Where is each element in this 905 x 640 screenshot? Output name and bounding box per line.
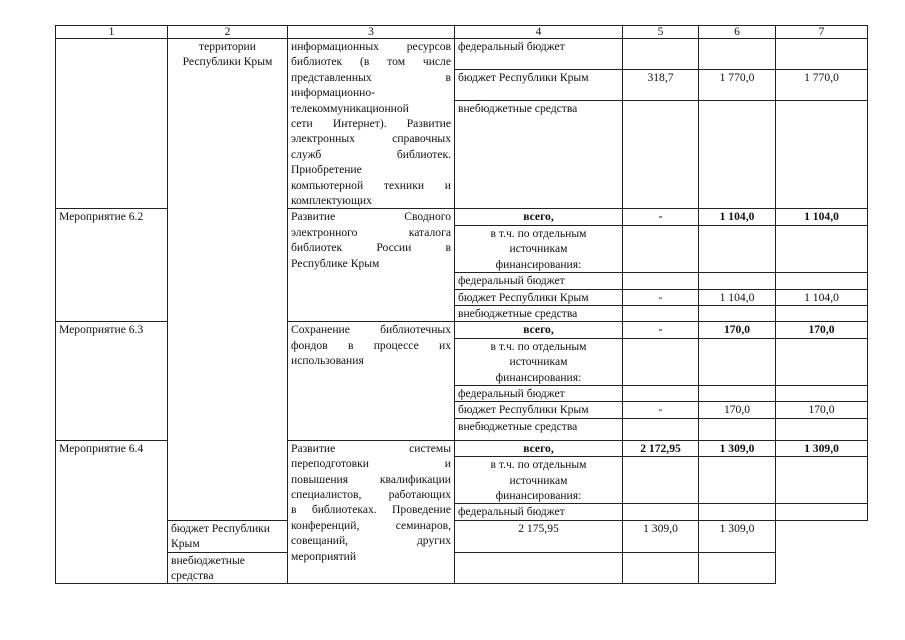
value-cell: [699, 225, 776, 272]
value-cell: [623, 457, 699, 504]
funding-incl-label: в т.ч. по отдельным источникам финансирования:: [455, 225, 623, 272]
value-cell: [776, 457, 868, 504]
territory-cell: [168, 39, 288, 521]
value-col6: 1 309,0: [623, 520, 699, 552]
value-cell: [699, 101, 776, 209]
value-cell: [623, 504, 699, 520]
value-col5: 318,7: [623, 70, 699, 101]
header-row: [56, 26, 868, 39]
value-cell: [699, 273, 776, 289]
value-col5: -: [623, 289, 699, 305]
funding-source-federal: федеральный бюджет: [455, 39, 623, 70]
value-cell: [776, 101, 868, 209]
value-cell: [699, 338, 776, 385]
activity-description: информационных ресурсов библиотек (в том числе представленных в информационно- телекоммуникационной сети Интернет). Развитие электронных справочных служб библиотек. Приобретение компьютерной техники и комплектующих: [288, 39, 455, 209]
funding-source-crimea: бюджет Республики Крым: [455, 289, 623, 305]
funding-source-federal: федеральный бюджет: [455, 273, 623, 289]
header-col-6: 6: [699, 26, 776, 39]
funding-source-crimea: бюджет Республики Крым: [168, 520, 288, 552]
value-cell: [623, 552, 699, 584]
value-cell: [776, 273, 868, 289]
funding-total-label: всего,: [455, 209, 623, 225]
total-col7: 1 104,0: [776, 209, 868, 225]
value-cell: [776, 305, 868, 321]
measure-description: Развитие системы переподготовки и повышения квалификации специалистов, работающих в библиотеках. Проведение конференций, семинаров, совещаний, других мероприятий: [288, 440, 455, 584]
value-cell: [776, 39, 868, 70]
funding-total-label: всего,: [455, 440, 623, 456]
header-col-7: 7: [776, 26, 868, 39]
measure-label: Мероприятие 6.2: [56, 209, 168, 322]
value-cell: [699, 39, 776, 70]
value-cell: [623, 273, 699, 289]
funding-incl-label: в т.ч. по отдельным источникам финансирования:: [455, 457, 623, 504]
total-col6: 170,0: [699, 322, 776, 338]
header-col-4: 4: [455, 26, 623, 39]
value-col7: 1 309,0: [699, 520, 776, 552]
funding-incl-label: в т.ч. по отдельным источникам финансирования:: [455, 338, 623, 385]
value-cell: [776, 385, 868, 401]
financing-table: [55, 25, 868, 584]
total-col5: -: [623, 322, 699, 338]
funding-source-offbudget: внебюджетные средства: [455, 418, 623, 440]
header-col-3: 3: [288, 26, 455, 39]
table-row: [56, 520, 868, 552]
funding-source-crimea: бюджет Республики Крым: [455, 70, 623, 101]
value-col6: 1 770,0: [699, 70, 776, 101]
total-col5: 2 172,95: [623, 440, 699, 456]
value-cell: [623, 305, 699, 321]
value-cell: [623, 385, 699, 401]
value-col7: 170,0: [776, 402, 868, 418]
value-col5: -: [623, 402, 699, 418]
funding-source-offbudget: внебюджетные средства: [455, 101, 623, 209]
value-cell: [699, 305, 776, 321]
header-col-1: 1: [56, 26, 168, 39]
funding-total-label: всего,: [455, 322, 623, 338]
value-col6: 1 104,0: [699, 289, 776, 305]
value-cell: [623, 225, 699, 272]
value-cell: [623, 418, 699, 440]
value-col5: 2 175,95: [455, 520, 623, 552]
funding-source-offbudget: внебюджетные средства: [455, 305, 623, 321]
total-col6: 1 309,0: [699, 440, 776, 456]
territory-line: территории: [199, 40, 256, 53]
value-cell: [623, 39, 699, 70]
value-cell: [776, 225, 868, 272]
activity-cell-empty: [56, 39, 168, 209]
funding-source-crimea: бюджет Республики Крым: [455, 402, 623, 418]
value-cell: [699, 385, 776, 401]
measure-label: Мероприятие 6.4: [56, 440, 168, 584]
value-cell: [776, 338, 868, 385]
total-col7: 170,0: [776, 322, 868, 338]
table-row: [56, 552, 868, 584]
table-row: [56, 39, 868, 70]
value-col6: 170,0: [699, 402, 776, 418]
value-cell: [699, 457, 776, 504]
value-cell: [699, 552, 776, 584]
measure-label: Мероприятие 6.3: [56, 322, 168, 440]
territory-line: Республики Крым: [182, 55, 273, 69]
funding-source-federal: федеральный бюджет: [455, 385, 623, 401]
value-cell: [699, 504, 776, 520]
funding-source-federal: федеральный бюджет: [455, 504, 623, 520]
value-cell: [699, 418, 776, 440]
total-col6: 1 104,0: [699, 209, 776, 225]
value-cell: [623, 338, 699, 385]
value-cell: [623, 101, 699, 209]
value-cell: [776, 418, 868, 440]
total-col5: -: [623, 209, 699, 225]
value-col7: 1 104,0: [776, 289, 868, 305]
measure-description: Развитие Сводного электронного каталога библиотек России в Республике Крым: [288, 209, 455, 322]
measure-description: Сохранение библиотечных фондов в процессе их использования: [288, 322, 455, 440]
header-col-2: 2: [168, 26, 288, 39]
value-cell: [455, 552, 623, 584]
value-cell: [776, 504, 868, 520]
funding-source-offbudget: внебюджетные средства: [168, 552, 288, 584]
header-col-5: 5: [623, 26, 699, 39]
total-col7: 1 309,0: [776, 440, 868, 456]
value-col7: 1 770,0: [776, 70, 868, 101]
